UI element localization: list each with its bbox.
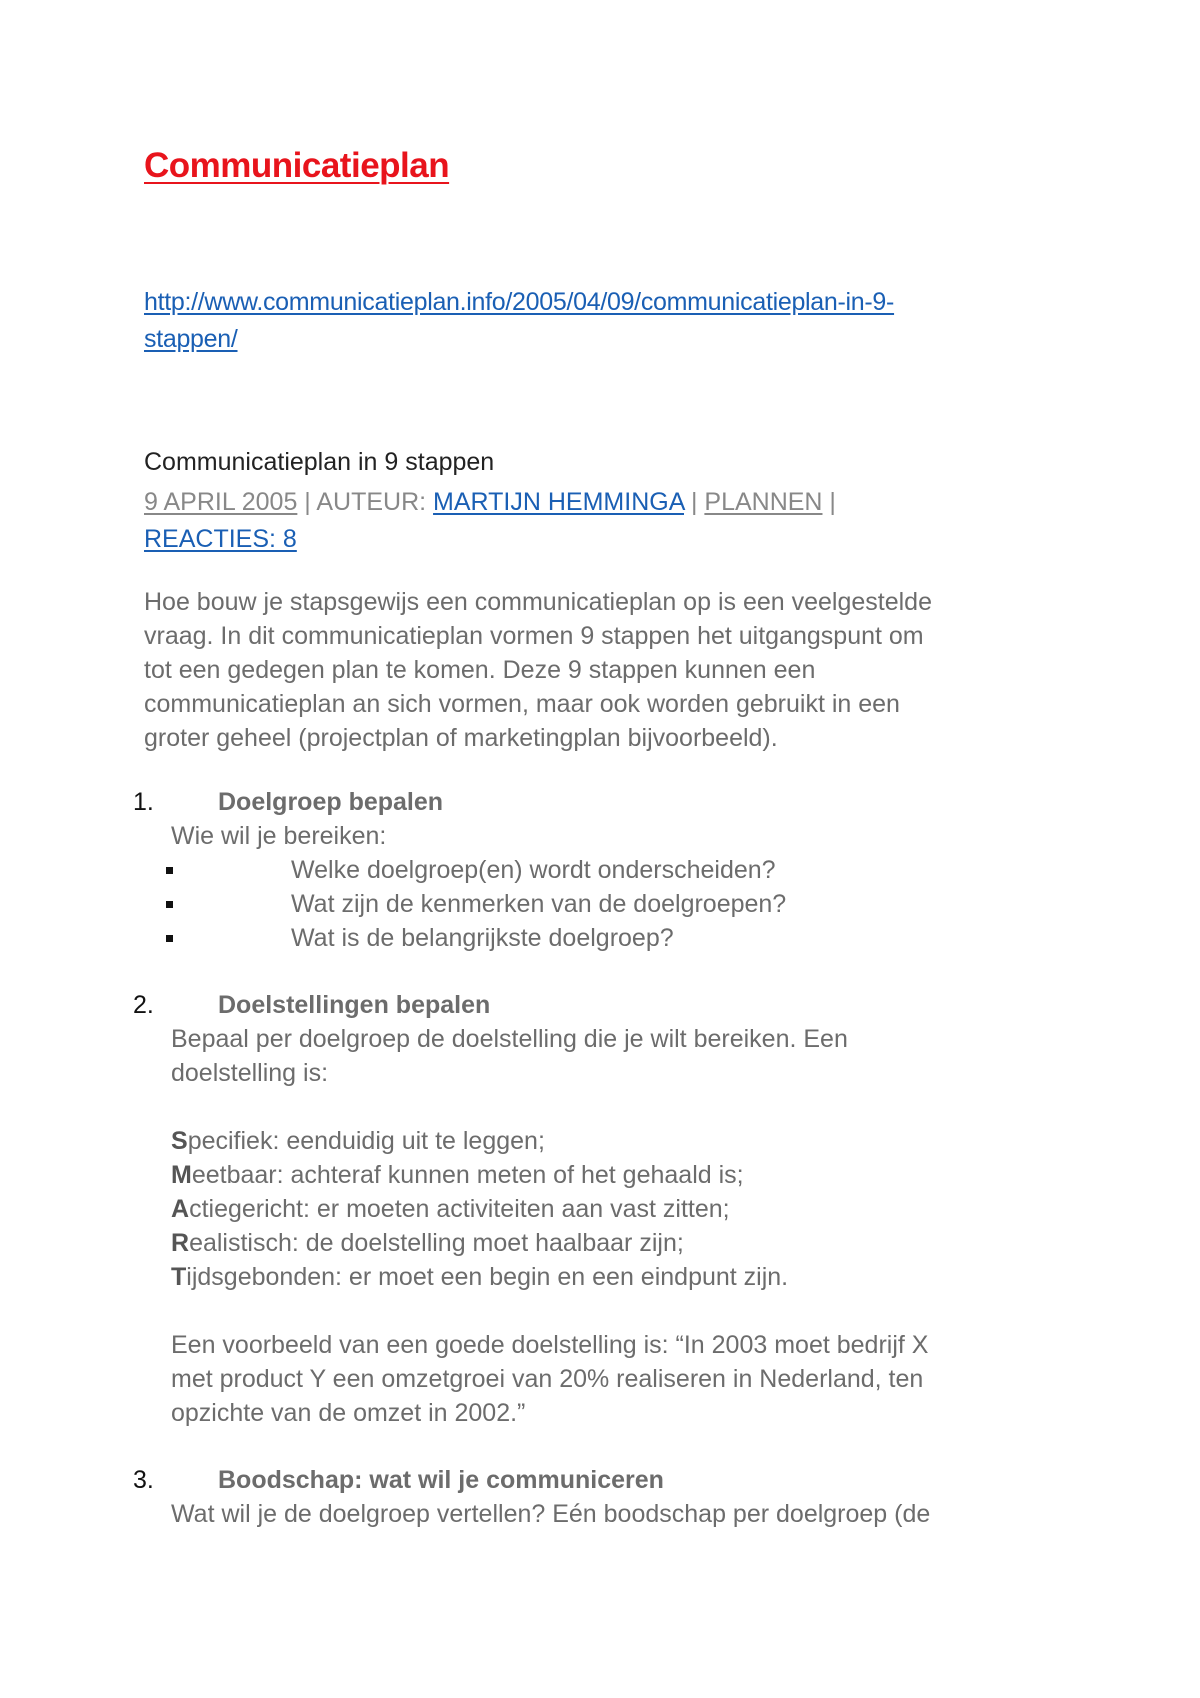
smart-text: ijdsgebonden: er moet een begin en een eindpunt zijn. [186, 1263, 789, 1291]
step-heading: Doelgroep bepalen [218, 788, 444, 816]
smart-line-meetbaar [171, 1161, 744, 1190]
smart-text: pecifiek: eenduidig uit te leggen; [187, 1127, 545, 1155]
meta-separator: | [684, 488, 705, 516]
article-title: Communicatieplan in 9 stappen [144, 448, 495, 476]
smart-letter: T [171, 1263, 187, 1291]
bullet-icon [166, 901, 173, 908]
smart-line-actiegericht [171, 1195, 730, 1224]
date-link[interactable]: 9 APRIL 2005 [144, 488, 298, 516]
smart-line-specifiek [171, 1127, 545, 1156]
source-url-link[interactable]: http://www.communicatieplan.info/2005/04/09/communicatieplan-in-9- [144, 288, 895, 316]
step-number: 3. [133, 1466, 154, 1494]
intro-line: groter geheel (projectplan of marketingplan bijvoorbeeld). [144, 724, 778, 752]
intro-line: vraag. In dit communicatieplan vormen 9 stappen het uitgangspunt om [144, 622, 924, 650]
source-url-link-continued[interactable]: stappen/ [144, 325, 238, 353]
meta-separator: | [822, 488, 836, 516]
bullet-text: Welke doelgroep(en) wordt onderscheiden? [291, 856, 776, 884]
smart-text: eetbaar: achteraf kunnen meten of het gehaald is; [191, 1161, 744, 1189]
example-line: Een voorbeeld van een goede doelstelling is: “In 2003 moet bedrijf X [171, 1331, 929, 1359]
step-number: 1. [133, 788, 154, 816]
smart-letter: R [171, 1229, 190, 1257]
document-title: Communicatieplan [144, 146, 450, 185]
category-link[interactable]: PLANNEN [704, 488, 823, 516]
smart-line-realistisch [171, 1229, 684, 1258]
intro-line: Hoe bouw je stapsgewijs een communicatieplan op is een veelgestelde [144, 588, 932, 616]
example-line: met product Y een omzetgroei van 20% realiseren in Nederland, ten [171, 1365, 924, 1393]
step-lead-line: Bepaal per doelgroep de doelstelling die je wilt bereiken. Een [171, 1025, 848, 1053]
step-lead: Wie wil je bereiken: [171, 822, 387, 850]
step-heading: Boodschap: wat wil je communiceren [218, 1466, 664, 1494]
smart-letter: S [171, 1127, 188, 1155]
smart-letter: M [171, 1161, 192, 1189]
step-heading: Doelstellingen bepalen [218, 991, 491, 1019]
bullet-text: Wat zijn de kenmerken van de doelgroepen? [291, 890, 787, 918]
bullet-text: Wat is de belangrijkste doelgroep? [291, 924, 674, 952]
bullet-icon [166, 935, 173, 942]
smart-letter: A [171, 1195, 190, 1223]
article-meta [144, 488, 836, 517]
bullet-icon [166, 867, 173, 874]
meta-separator: | AUTEUR: [297, 488, 434, 516]
example-line: opzichte van de omzet in 2002.” [171, 1399, 526, 1427]
comments-link[interactable]: REACTIES: 8 [144, 525, 297, 553]
smart-text: ealistisch: de doelstelling moet haalbaar zijn; [189, 1229, 684, 1257]
article-meta-continued [144, 525, 297, 554]
smart-text: ctiegericht: er moeten activiteiten aan vast zitten; [189, 1195, 730, 1223]
step-lead: Wat wil je de doelgroep vertellen? Eén boodschap per doelgroep (de [171, 1500, 931, 1528]
intro-line: tot een gedegen plan te komen. Deze 9 stappen kunnen een [144, 656, 816, 684]
intro-line: communicatieplan an sich vormen, maar ook worden gebruikt in een [144, 690, 900, 718]
step-lead-line: doelstelling is: [171, 1059, 329, 1087]
smart-line-tijdsgebonden [171, 1263, 788, 1292]
step-number: 2. [133, 991, 154, 1019]
author-link[interactable]: MARTIJN HEMMINGA [433, 488, 684, 516]
